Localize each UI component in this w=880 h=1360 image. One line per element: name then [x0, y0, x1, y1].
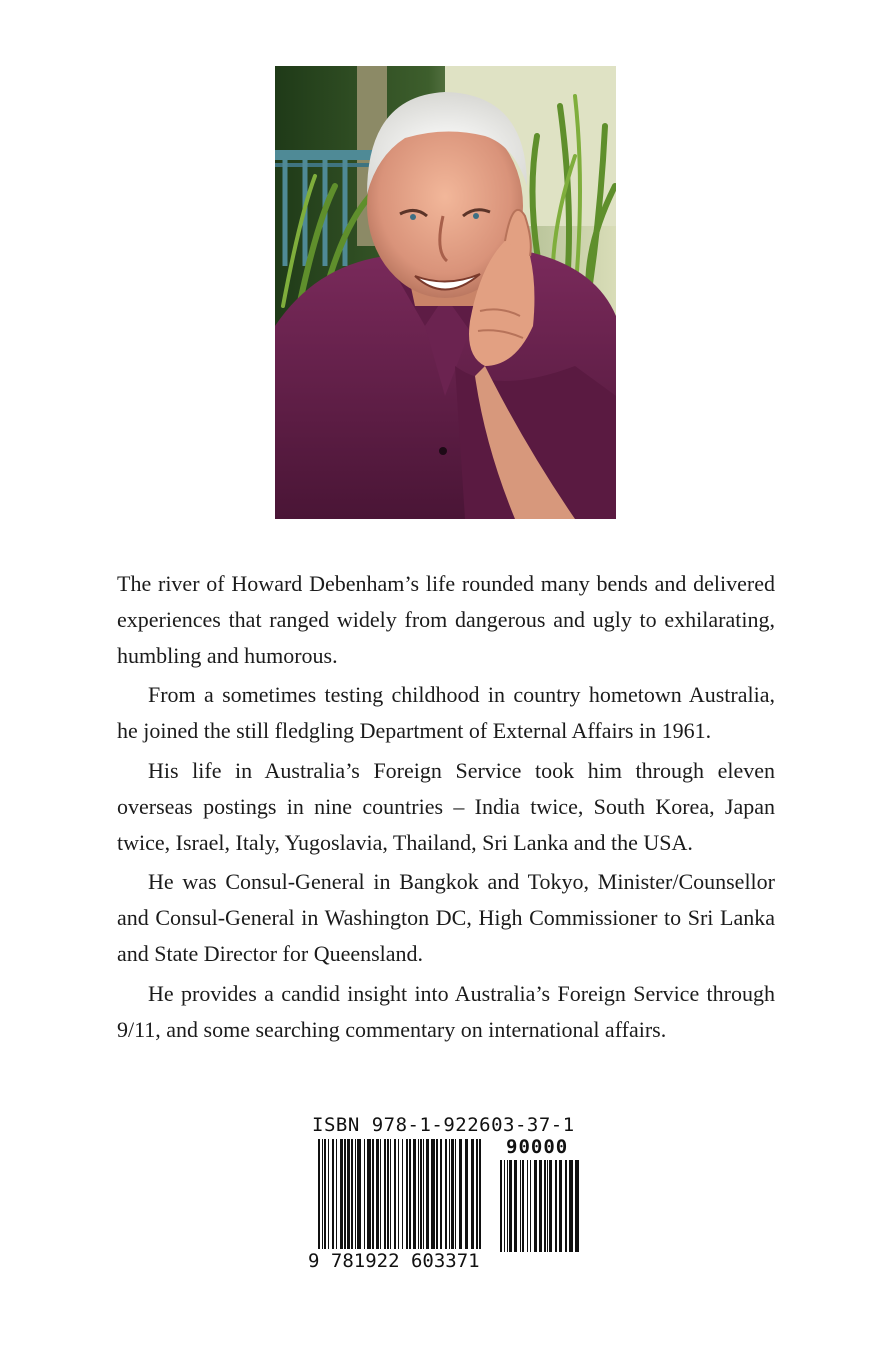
addon-bar — [530, 1160, 531, 1252]
addon-bar — [559, 1160, 562, 1252]
barcode-bar — [332, 1139, 334, 1252]
barcode-bar — [455, 1139, 456, 1252]
barcode-bar — [387, 1139, 389, 1252]
addon-bar — [547, 1160, 548, 1252]
barcode-bar — [340, 1139, 343, 1252]
barcode-bar — [431, 1139, 435, 1252]
addon-bar — [507, 1160, 508, 1252]
barcode-bar — [409, 1139, 411, 1252]
isbn-barcode — [300, 1112, 590, 1272]
blurb-text — [117, 566, 775, 1051]
barcode-bar — [398, 1139, 399, 1252]
barcode-bar — [322, 1139, 323, 1260]
price-addon-digits: 90000 — [506, 1136, 569, 1158]
addon-bar — [500, 1160, 502, 1252]
ean-digits: 9 781922 603371 — [308, 1250, 480, 1272]
barcode-bar — [347, 1139, 350, 1252]
addon-bar — [527, 1160, 528, 1252]
addon-bar — [534, 1160, 537, 1252]
addon-bar — [565, 1160, 567, 1252]
blurb-paragraph-5: He provides a candid insight into Australia’s Foreign Service through 9/11, and some searching commentary on international affairs. — [117, 980, 775, 1042]
barcode-bar — [420, 1139, 422, 1252]
barcode-bar — [471, 1139, 474, 1252]
barcode-bar — [394, 1139, 396, 1252]
addon-bar — [544, 1160, 546, 1252]
barcode-bar — [357, 1139, 361, 1252]
barcode-bar — [380, 1139, 381, 1252]
barcode-bar — [372, 1139, 374, 1252]
addon-bar — [539, 1160, 542, 1252]
barcode-bar — [451, 1139, 454, 1252]
barcode-bar — [436, 1139, 438, 1252]
author-portrait-illustration — [275, 66, 616, 519]
barcode-bar — [364, 1139, 365, 1252]
barcode-bar — [406, 1139, 408, 1252]
barcode-bar — [402, 1139, 403, 1252]
barcode-bar — [384, 1139, 386, 1252]
barcode-bar — [476, 1139, 478, 1252]
addon-bar — [569, 1160, 573, 1252]
addon-bar — [509, 1160, 512, 1252]
barcode-bar — [479, 1139, 481, 1260]
blurb-paragraph-1: The river of Howard Debenham’s life rounded many bends and delivered experiences that ranged widely from dangerous and ugly to exhilarating, humbling and humorous. — [117, 571, 775, 668]
barcode-bar — [449, 1139, 450, 1252]
addon-bar — [504, 1160, 505, 1252]
barcode-bar — [465, 1139, 468, 1252]
barcode-bar — [376, 1139, 379, 1252]
isbn-label: ISBN 978-1-922603-37-1 — [312, 1114, 575, 1136]
addon-bar — [522, 1160, 524, 1252]
barcode-bar — [418, 1139, 419, 1252]
barcode-bar — [324, 1139, 326, 1252]
blurb-paragraph-2: From a sometimes testing childhood in country hometown Australia, he joined the still fledgling Department of External Affairs in 1961. — [117, 682, 775, 744]
barcode-bar — [318, 1139, 320, 1260]
barcode-bar — [328, 1139, 329, 1252]
blurb-paragraph-3: His life in Australia’s Foreign Service took him through eleven overseas postings in nine countries – India twice, South Korea, Japan twice, Israel, Italy, Yugoslavia, Thailand, Sri Lanka and the USA. — [117, 757, 775, 855]
addon-bar — [575, 1160, 579, 1252]
barcode-bar — [445, 1139, 447, 1252]
blurb-paragraph-4: He was Consul-General in Bangkok and Tokyo, Minister/Counsellor and Consul-General in Washington DC, High Commissioner to Sri Lanka and State Director for Queensland. — [117, 869, 775, 966]
addon-bar — [520, 1160, 521, 1252]
barcode-bar — [351, 1139, 353, 1252]
addon-bar — [514, 1160, 517, 1252]
barcode-bar — [344, 1139, 346, 1252]
barcode-bar — [413, 1139, 416, 1252]
barcode-bar — [459, 1139, 462, 1252]
author-photo — [275, 66, 616, 519]
barcode-bar — [367, 1139, 371, 1252]
addon-bar — [555, 1160, 557, 1252]
barcode-bar — [440, 1139, 442, 1252]
barcode-bar — [355, 1139, 356, 1252]
barcode-bar — [426, 1139, 429, 1252]
barcode-bar — [423, 1139, 424, 1252]
barcode-bar — [336, 1139, 337, 1252]
barcode-bar — [390, 1139, 391, 1252]
addon-bar — [549, 1160, 552, 1252]
